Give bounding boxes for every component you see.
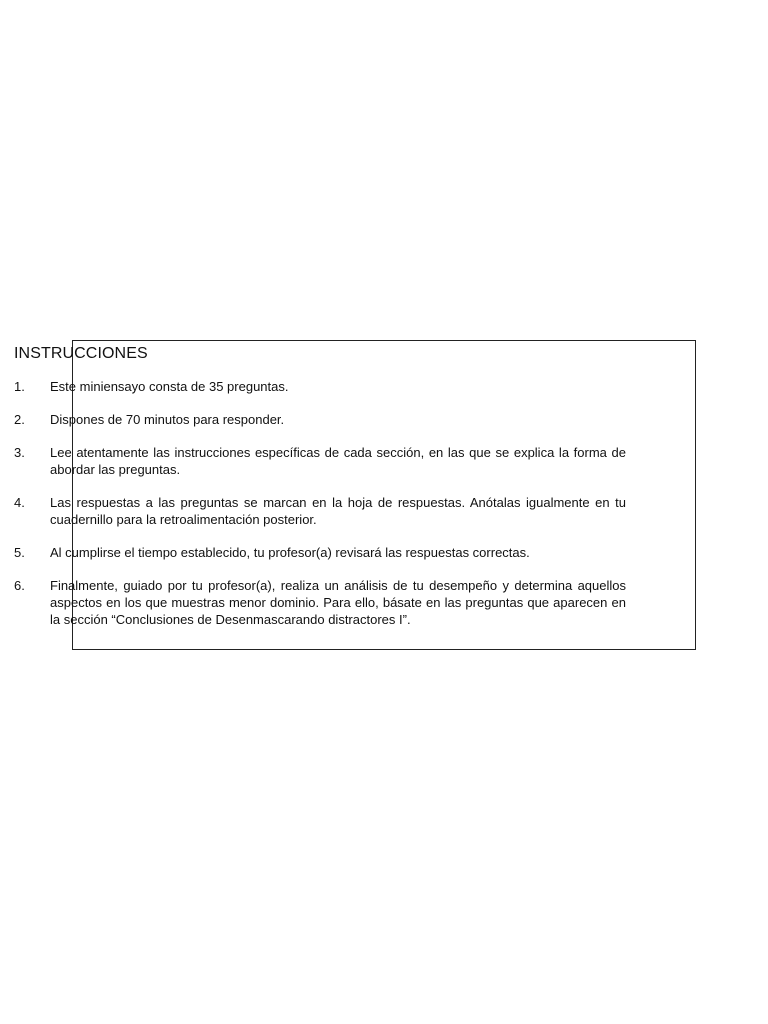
instruction-number: 6. (14, 578, 25, 593)
instruction-text: Lee atentamente las instrucciones específicas de cada sección, en las que se explica la forma de abordar las preguntas. (50, 445, 626, 477)
instruction-text: Al cumplirse el tiempo establecido, tu profesor(a) revisará las respuestas correctas. (50, 545, 530, 560)
instruction-text: Las respuestas a las preguntas se marcan en la hoja de respuestas. Anótalas igualmente en tu cuadernillo para la retroalimentación posterior. (50, 495, 626, 527)
instruction-number: 1. (14, 379, 25, 394)
instruction-item-3 (14, 444, 626, 478)
instructions-title: INSTRUCCIONES (14, 345, 148, 362)
instruction-text: Finalmente, guiado por tu profesor(a), realiza un análisis de tu desempeño y determina aquellos aspectos en los que muestras menor dominio. Para ello, básate en las preguntas que aparecen en la sección “Conclusiones de Desenmascarando distractores I”. (50, 578, 626, 627)
instruction-number: 2. (14, 412, 25, 427)
instruction-number: 3. (14, 445, 25, 460)
instruction-item-1 (14, 378, 626, 395)
instruction-number: 4. (14, 495, 25, 510)
instruction-item-2 (14, 411, 626, 428)
instructions-list (14, 378, 626, 628)
instruction-item-5 (14, 544, 626, 561)
instruction-text: Dispones de 70 minutos para responder. (50, 412, 285, 427)
instructions-section (14, 344, 626, 644)
instruction-text: Este miniensayo consta de 35 preguntas. (50, 379, 289, 394)
instruction-item-6 (14, 577, 626, 628)
instruction-item-4 (14, 494, 626, 528)
instruction-number: 5. (14, 545, 25, 560)
